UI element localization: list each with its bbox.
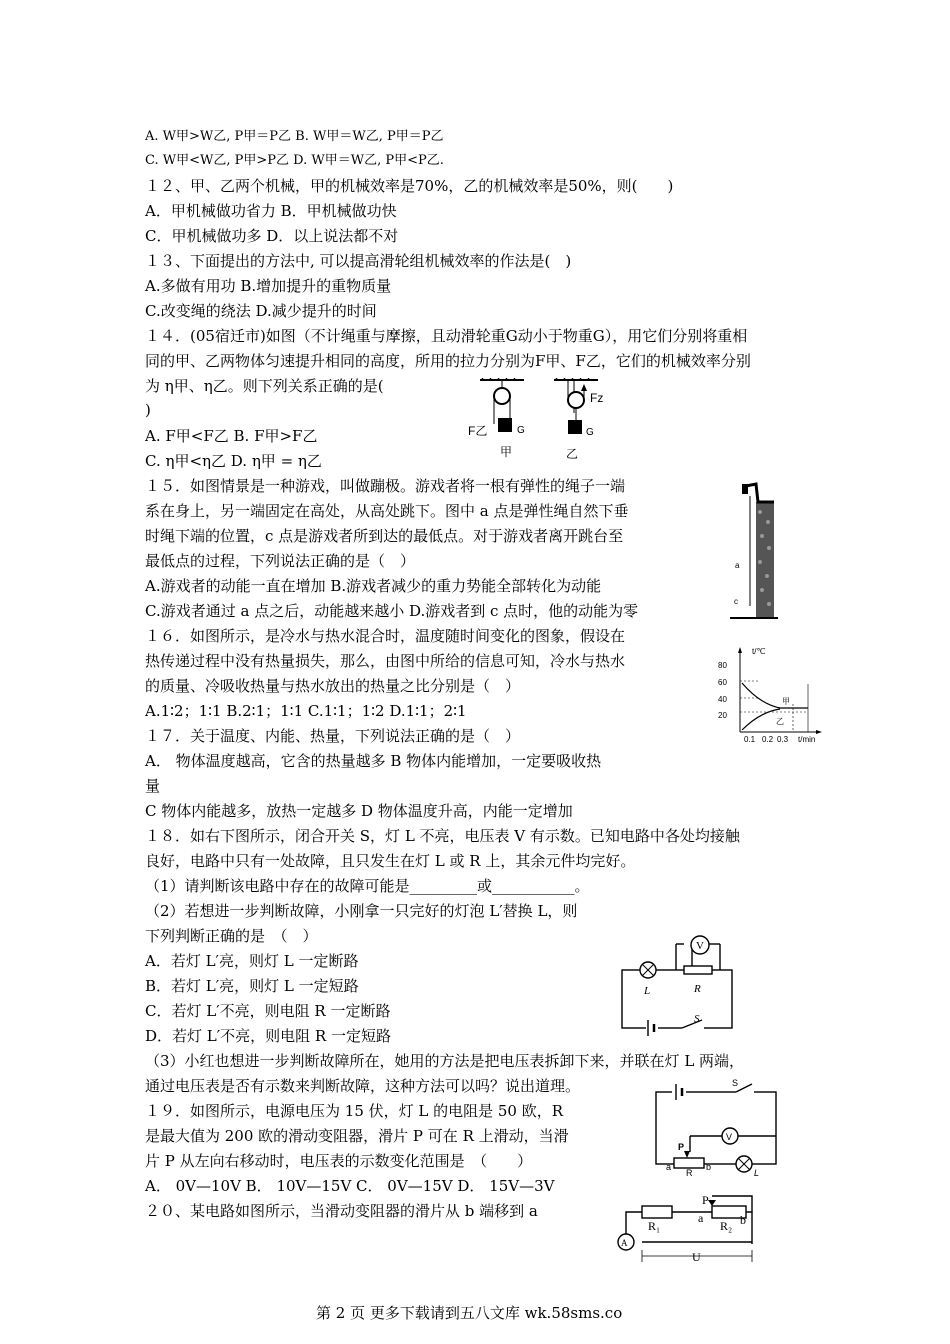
q13-option-cd: C.改变绳的绕法 D.减少提升的时间: [145, 302, 377, 320]
q19-options: A． 0V—10V B． 10V—15V C． 0V—15V D． 15V—3V: [145, 1177, 555, 1195]
circuit-q19: [650, 1078, 780, 1178]
weight-label-g2: G: [586, 427, 594, 438]
q16-stem-line1: １６．如图所示，是冷水与热水混合时，温度随时间变化的图象，假设在: [145, 627, 626, 645]
q20-stem: ２０、某电路如图所示，当滑动变阻器的滑片从 b 端移到 a: [145, 1202, 538, 1220]
q14-option-ab: A. F甲<F乙 B. F甲>F乙: [145, 427, 318, 445]
slider-label: P: [678, 1142, 685, 1152]
q14-stem-line1: １４．(05宿迁市)如图（不计绳重与摩擦，且动滑轮重G动小于物重G），用它们分别将重相: [145, 327, 748, 345]
force-label-fz: Fz: [590, 391, 604, 405]
q17-option-b-cont: 量: [145, 777, 161, 795]
end-b-label: b: [706, 1162, 712, 1172]
q14-stem-line3: 为 η甲、η乙。则下列关系正确的是(: [145, 377, 384, 395]
graph-x3: 0.3: [777, 735, 789, 744]
q14-stem-line4: ): [145, 401, 151, 419]
q14-option-cd: C. η甲<η乙 D. η甲 = η乙: [145, 452, 322, 470]
end-a-label: a: [666, 1162, 672, 1172]
q18-option-b: B．若灯 L′亮，则灯 L 一定短路: [145, 977, 359, 995]
q15-stem-line2: 系在身上，另一端固定在高处，从高处跳下。图中 a 点是弹性绳自然下垂: [145, 502, 629, 520]
q18-part3-line2: 通过电压表是否有示数来判断故障，这种方法可以吗？说出道理。: [145, 1077, 581, 1095]
q15-stem-line3: 时绳下端的位置，c 点是游戏者所到达的最低点。对于游戏者离开跳台至: [145, 527, 624, 545]
q15-option-ab: A.游戏者的动能一直在增加 B.游戏者减少的重力势能全部转化为动能: [145, 577, 602, 595]
rheostat-icon: [674, 1158, 704, 1168]
point-c-label: c: [734, 597, 738, 606]
q12-stem: １２、甲、乙两个机械，甲的机械效率是70%，乙的机械效率是50%，则( ): [145, 177, 674, 195]
resistor-icon: [684, 966, 712, 974]
r2-label: R₂: [720, 1219, 733, 1233]
resistor-r1-icon: [642, 1206, 672, 1218]
bungee-figure: [722, 478, 786, 626]
lamp-label: L: [754, 1168, 760, 1178]
graph-series-yi: 乙: [776, 717, 784, 726]
graph-y80: 80: [718, 661, 727, 670]
q16-options: A.1∶2；1∶1 B.2∶1；1∶1 C.1∶1；1∶2 D.1∶1；2∶1: [145, 702, 467, 720]
graph-ylabel: t/℃: [752, 647, 766, 656]
switch-label: S: [732, 1078, 739, 1088]
slider-label: P: [702, 1193, 709, 1207]
q15-stem-line4: 最低点的过程，下列说法正确的是（ ）: [145, 552, 416, 570]
force-label-yi: F乙: [468, 424, 488, 438]
end-b-label: b: [740, 1213, 746, 1227]
pulley-figure: [462, 378, 622, 463]
q15-stem-line1: １５．如图情景是一种游戏，叫做蹦极。游戏者将一根有弹性的绳子一端: [145, 477, 626, 495]
q18-part2-line2: 下列判断正确的是 （ ）: [145, 927, 318, 945]
graph-series-jia: 甲: [782, 697, 790, 706]
q11-option-ab: A. W甲>W乙, P甲＝P乙 B. W甲＝W乙, P甲＝P乙: [145, 129, 444, 144]
graph-x1: 0.1: [744, 735, 756, 744]
switch-label: S: [694, 1013, 700, 1025]
point-a-label: a: [735, 561, 740, 570]
temperature-graph: [718, 644, 830, 748]
q19-stem-line3: 片 P 从左向右移动时，电压表的示数变化范围是 （ ）: [145, 1152, 533, 1170]
graph-y20: 20: [718, 711, 727, 720]
voltmeter-label: V: [726, 1132, 733, 1142]
q11-option-cd: C. W甲<W乙, P甲>P乙 D. W甲＝W乙, P甲<P乙.: [145, 153, 444, 168]
graph-y40: 40: [718, 695, 727, 704]
q12-option-cd: C．甲机械做功多 D．以上说法都不对: [145, 227, 399, 245]
weight-block-jia: [498, 418, 512, 432]
q12-option-ab: A．甲机械做功省力 B．甲机械做功快: [145, 202, 397, 220]
q18-option-a: A．若灯 L′亮，则灯 L 一定断路: [145, 952, 359, 970]
q14-stem-line2: 同的甲、乙两物体匀速提升相同的高度，所用的拉力分别为F甲、F乙，它们的机械效率分别: [145, 352, 751, 370]
q17-option-cd: C 物体内能越多，放热一定越多 D 物体温度升高，内能一定增加: [145, 802, 573, 820]
q18-part1: （1）请判断该电路中存在的故障可能是_________或___________。: [145, 877, 590, 895]
circuit-q20: [612, 1192, 762, 1270]
voltage-label: U: [692, 1250, 701, 1264]
q18-option-c: C．若灯 L′不亮，则电阻 R 一定断路: [145, 1002, 391, 1020]
voltmeter-label: V: [696, 940, 704, 952]
q18-stem-line2: 良好，电路中只有一处故障，且只发生在灯 L 或 R 上，其余元件均完好。: [145, 852, 636, 870]
q18-part3-line1: （3）小红也想进一步判断故障所在，她用的方法是把电压表拆卸下来，并联在灯 L 两端，: [145, 1052, 745, 1070]
ammeter-label: A: [621, 1238, 628, 1248]
graph-y60: 60: [718, 678, 727, 687]
q18-stem-line1: １８．如右下图所示，闭合开关 S，灯 L 不亮，电压表 V 有示数。已知电路中各处均接触: [145, 827, 740, 845]
rheostat-label: R: [686, 1168, 693, 1178]
weight-block-yi: [568, 420, 582, 434]
resistor-label: R: [694, 983, 701, 995]
weight-label-g1: G: [517, 425, 525, 436]
q13-stem: １３、下面提出的方法中, 可以提高滑轮组机械效率的作法是( ): [145, 252, 572, 270]
q17-option-ab: A． 物体温度越高，它含的热量越多 B 物体内能增加，一定要吸收热: [145, 752, 602, 770]
graph-x2: 0.2: [762, 735, 774, 744]
q13-option-ab: A.多做有用功 B.增加提升的重物质量: [145, 277, 392, 295]
label-yi: 乙: [566, 447, 579, 461]
label-jia: 甲: [500, 445, 513, 459]
q15-option-cd: C.游戏者通过 a 点之后，动能越来越小 D.游戏者到 c 点时，他的动能为零: [145, 602, 639, 620]
end-a-label: a: [698, 1211, 704, 1225]
q18-option-d: D．若灯 L′不亮，则电阻 R 一定短路: [145, 1027, 391, 1045]
q17-stem: １７．关于温度、内能、热量，下列说法正确的是（ ）: [145, 727, 521, 745]
page-footer: 第 2 页 更多下载请到五八文库 wk.58sms.co: [316, 1304, 623, 1322]
q19-stem-line2: 是最大值为 200 欧的滑动变阻器，滑片 P 可在 R 上滑动，当滑: [145, 1127, 569, 1145]
graph-xlabel: t/min: [798, 735, 816, 744]
circuit-q18: [612, 934, 742, 1036]
q16-stem-line2: 热传递过程中没有热量损失，那么，由图中所给的信息可知，冷水与热水: [145, 652, 626, 670]
lamp-label: L: [644, 985, 651, 997]
r1-label: R₁: [648, 1219, 661, 1233]
q16-stem-line3: 的质量、冷吸收热量与热水放出的热量之比分别是（ ）: [145, 677, 521, 695]
q19-stem-line1: １９．如图所示，电源电压为 15 伏，灯 L 的电阻是 50 欧，R: [145, 1102, 564, 1120]
q18-part2-line1: （2）若想进一步判断故障，小刚拿一只完好的灯泡 L′替换 L，则: [145, 902, 578, 920]
